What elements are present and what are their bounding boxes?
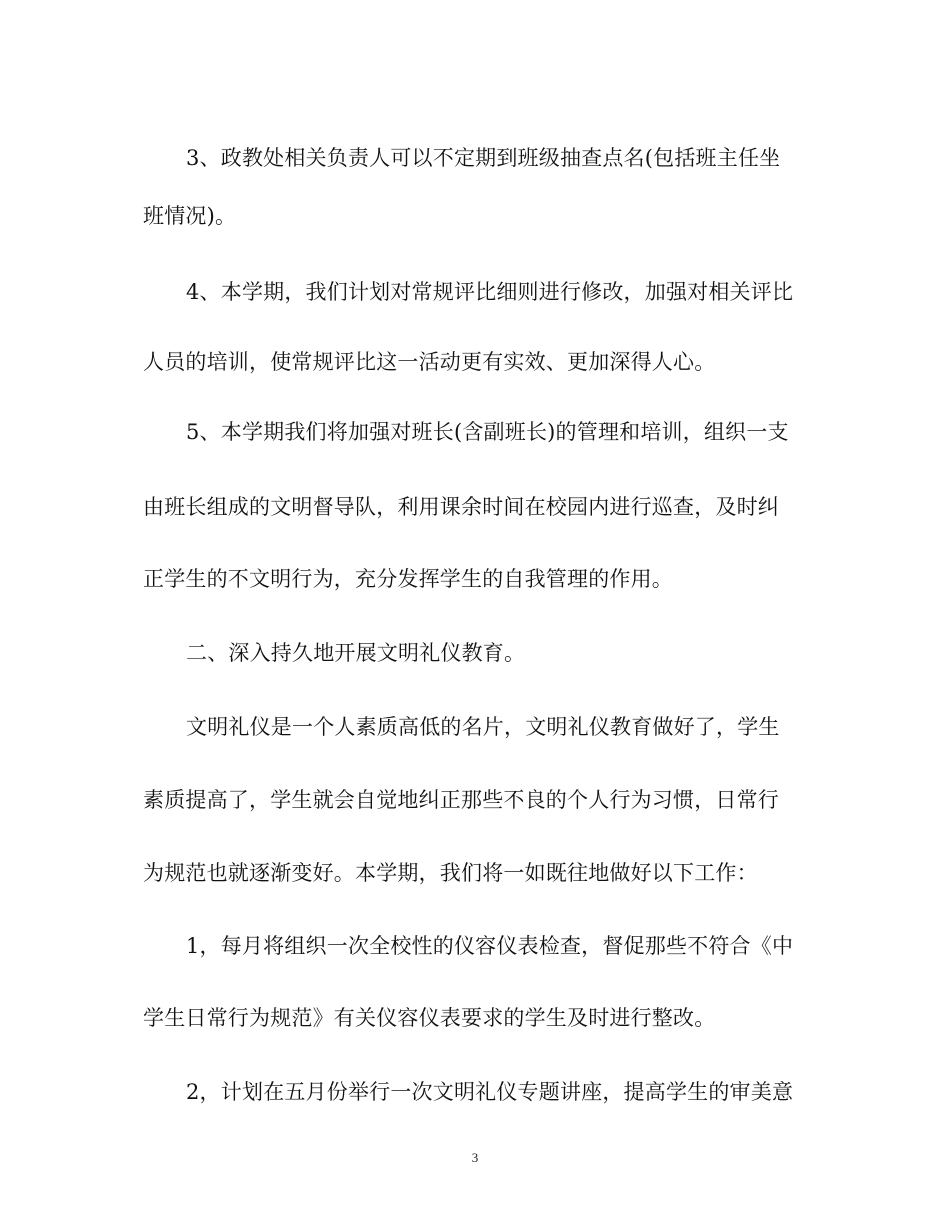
paragraph-line: 正学生的不文明行为，充分发挥学生的自我管理的作用。 (143, 567, 673, 591)
paragraph-line: 素质提高了，学生就会自觉地纠正那些不良的个人行为习惯，日常行 (143, 788, 779, 812)
paragraph-line: 为规范也就逐渐变好。本学期，我们将一如既往地做好以下工作： (143, 861, 758, 885)
paragraph-line: 2，计划在五月份举行一次文明礼仪专题讲座，提高学生的审美意 (186, 1080, 794, 1104)
section-heading: 二、深入持久地开展文明礼仪教育。 (186, 641, 526, 665)
paragraph-line: 4、本学期，我们计划对常规评比细则进行修改，加强对相关评比 (186, 280, 794, 304)
paragraph-line: 1，每月将组织一次全校性的仪容仪表检查，督促那些不符合《中 (186, 934, 794, 958)
paragraph-line: 人员的培训，使常规评比这一活动更有实效、更加深得人心。 (143, 350, 716, 374)
paragraph-line: 5、本学期我们将加强对班长(含副班长)的管理和培训，组织一支 (186, 420, 789, 444)
page-number: 3 (471, 1150, 479, 1165)
paragraph-line: 由班长组成的文明督导队，利用课余时间在校园内进行巡查，及时纠 (143, 495, 779, 519)
paragraph-line: 文明礼仪是一个人素质高低的名片，文明礼仪教育做好了，学生 (186, 715, 780, 739)
paragraph-line: 班情况)。 (143, 204, 237, 228)
paragraph-line: 3、政教处相关负责人可以不定期到班级抽查点名(包括班主任坐 (186, 146, 781, 170)
paragraph-line: 学生日常行为规范》有关仪容仪表要求的学生及时进行整改。 (143, 1006, 716, 1030)
